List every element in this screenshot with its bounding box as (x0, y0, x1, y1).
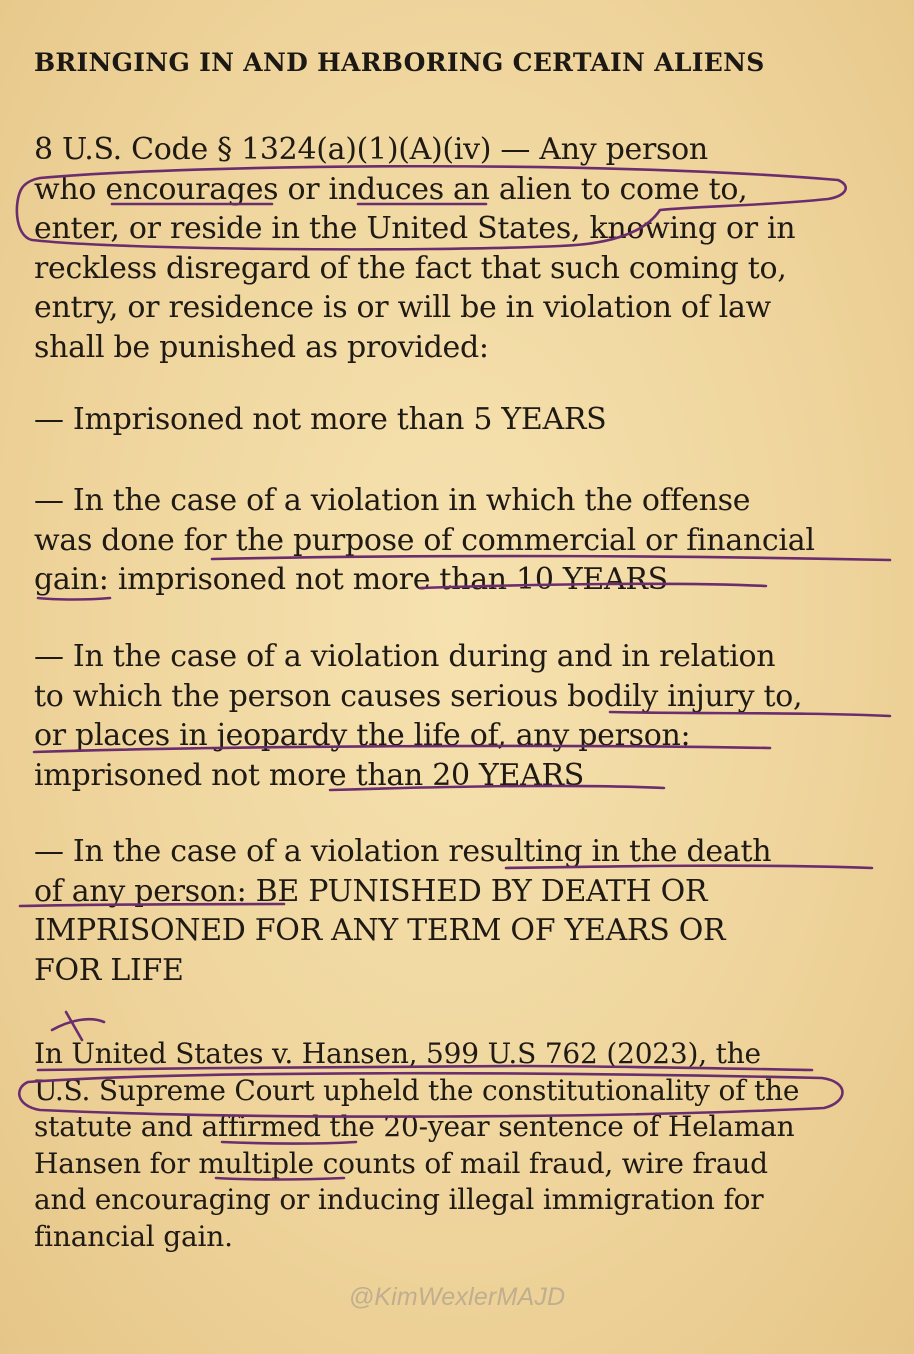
text-line: Hansen for multiple counts of mail fraud, wire fraud (34, 1146, 768, 1180)
text-line: imprisoned not more than 20 YEARS (34, 757, 585, 793)
penalty-20-years (34, 637, 896, 795)
text-line: In United States v. Hansen, 599 U.S 762 (2023), the (34, 1037, 761, 1070)
text-line: FOR LIFE (34, 952, 184, 988)
penalty-10-years (34, 481, 896, 600)
document-title: BRINGING IN AND HARBORING CERTAIN ALIENS (34, 48, 765, 77)
text-line: gain: imprisoned not more than 10 YEARS (34, 562, 668, 597)
text-line: to which the person causes serious bodily injury to, (34, 678, 803, 714)
text-line: enter, or reside in the United States, knowing or in (34, 211, 796, 246)
penalty-death (34, 832, 896, 990)
text-line: who encourages or induces an alien to come to, (34, 171, 748, 207)
text-line: — Imprisoned not more than 5 YEARS (34, 402, 607, 437)
text-line: U.S. Supreme Court upheld the constitutionality of the (34, 1073, 800, 1107)
text-line: entry, or residence is or will be in violation of law (34, 290, 771, 325)
text-line: of any person: BE PUNISHED BY DEATH OR (34, 873, 708, 909)
text-line: 8 U.S. Code § 1324(a)(1)(A)(iv) — Any person (34, 132, 708, 167)
text-line: statute and affirmed the 20-year sentence of Helaman (34, 1110, 795, 1144)
text-line: reckless disregard of the fact that such coming to, (34, 250, 787, 286)
text-line: IMPRISONED FOR ANY TERM OF YEARS OR (34, 913, 726, 948)
text-line: shall be punished as provided: (34, 329, 489, 365)
watermark: @KimWexlerMAJD (348, 1283, 566, 1311)
text-line: — In the case of a violation in which the offense (34, 483, 751, 518)
text-line: or places in jeopardy the life of, any person: (34, 718, 691, 753)
text-line: financial gain. (34, 1219, 233, 1253)
text-line: and encouraging or inducing illegal immigration for (34, 1183, 764, 1217)
statute-intro (34, 130, 896, 367)
text-line: was done for the purpose of commercial or financial (34, 522, 815, 558)
text-line: — In the case of a violation resulting in the death (34, 834, 772, 869)
penalty-5-years (34, 400, 896, 440)
case-reference (34, 1036, 896, 1256)
text-line: — In the case of a violation during and in relation (34, 639, 776, 674)
